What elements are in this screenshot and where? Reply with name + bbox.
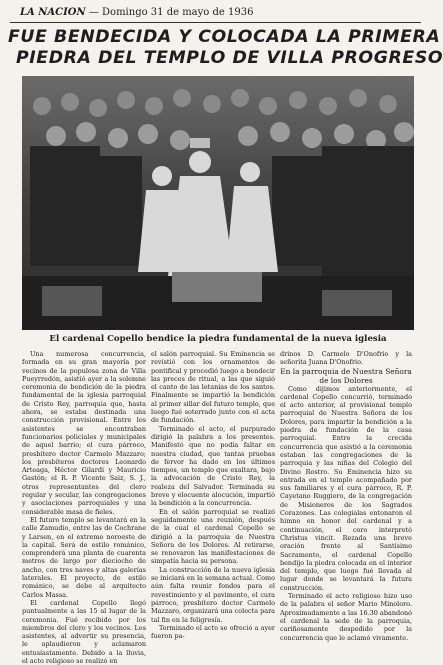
headline-line-2: PIEDRA DEL TEMPLO DE VILLA PROGRESO [16,48,443,68]
masthead [20,6,410,20]
newspaper-name: LA NACION [20,7,86,18]
article-column-1 [22,350,146,665]
paragraph: Como dijimos anteriormente, el cardenal Copello concurrió, terminado el acto anterior, al provisional templo parroquial de Nuestra Señora de los Dolores, para impartir la bendición a la piedra de fundación de la casa parroquial. Entre la crecida concurrencia que asistió a la ceremonia estaban las congregaciones de la parroquia y las niñas del Colegio del Divino Rostro. Su Eminencia hizo su entrada en el templo acompañado por sus familiares y el cura párroco, R. P. Cayetano Ruggiero, de la congregación de Misioneros de los Sagrados Corazones. Las colegialas entonaron el himno en honor del cardenal y a continuación, el coro interpretó Christus vincit. Rezada una breve oración frente al Santísimo Sacramento, el cardenal Copello bendijo la piedra colocada en el interior del templo, que luego fué llevada al lugar donde se levantará la futura construcción. [280,384,412,592]
paragraph: Una numerosa concurrencia, formada en su gran mayoría por vecinos de la populosa zona de Villa Pueyrredón, asistió ayer a la solemne ceremonia de bendición de la piedra fundamental de la iglesia parroquial de Cristo Rey, parroquia que, hasta ahora, se estaba destinada una construcción provisional. Entre los asistentes se encontraban funcionarios policiales y municipales de aquel barrio; el cura párroco, presbítero doctor Carmelo Mazzaro; los presbíteros doctores Leonardo Arteaga, Héctor Gilardi y Mauricio Gastón; el R. P. Vicente Saiz, S. J., otros representantes del clero regular y secular, las congregaciones y asociaciones parroquiales y una considerable masa de fieles. [22,350,146,516]
section-subheading: En la parroquia de Nuestra Señora de los Dolores [280,366,412,385]
photo-caption: El cardenal Copello bendice la piedra fundamental de la nueva iglesia [49,334,387,344]
paragraph: El cardenal Copello llegó puntualmente a las 15 al lugar de la ceremonia. Fué recibido por los miembros del clero y los vecinos. Los asistentes, al advertir su presencia, le aplaudieron y aclamaron entusiastamente. Debido a la lluvia, el acto religioso se realizó en [22,598,146,665]
headline-line-1: FUE BENDECIDA Y COLOCADA LA PRIMERA [8,27,441,47]
paragraph: Terminado el acto religioso hizo uso de la palabra el señor Mario Minoloro. Aproximadamente a las 16.30 abandonó el cardenal la sede de la parroquia, cariñosamente despedido por la concurrencia que le aclamó vivamente. [280,592,412,642]
ceremony-photo [22,76,414,330]
article-column-2 [151,350,275,641]
masthead-rule [10,22,421,23]
headline [8,27,443,69]
dateline: — Domingo 31 de mayo de 1936 [88,7,254,18]
article-column-3 [280,350,412,642]
paragraph: drinos D. Carmelo D'Onofrio y la señorita Juana D'Onofrio. [280,350,412,367]
paragraph: el salón parroquial. Su Eminencia se revistió con los ornamentos de pontifical y procedió luego a bendecir las preces de ritual, a las que siguió el canto de las letanías de los santos. Finalmente se impartió la bendición al primer sillar del futuro templo, que luego fué soterrado junto con el acta de fundación. [151,350,275,425]
paragraph: En el salón parroquial se realizó seguidamente una reunión, después de la cual el cardenal Copello se dirigió a la parroquia de Nuestra Señora de los Dolores. Al retirarse, se renovaron las manifestaciones de simpatía hacia su persona. [151,507,275,566]
paragraph: La construcción de la nueva iglesia se iniciará en la semana actual. Como aún falta reunir fondos para el revestimiento y el pavimento, el cura párroco, presbítero doctor Carmelo Mazzaro, organizará una colecta para tal fin en la feligresía. [151,565,275,624]
paragraph: Terminado el acto, el purpurado dirigió la palabra a los presentes. Manifestó que no podía faltar en nuestra ciudad, que tantas pruebas de fervor ha dado en los últimos tiempos, un templo que exaltara, bajo la advocación de Cristo Rey, la realeza del Salvador. Terminada su breve y elocuente alocución, impartió la bendición a la concurrencia. [151,424,275,508]
paragraph: El futuro templo se levantará en la calle Zamudio, entre las de Cochrane y Larsen, en el extremo noroeste de la capital. Será de estilo románico, comprenderá una planta de cuarenta metros de largo por dieciocho de ancho, con tres naves y altas galerías laterales. El proyecto, de estilo románico, se debe al arquitecto Carlos Massa. [22,515,146,599]
paragraph: Terminado el acto se ofreció a ayer fueron pa- [151,623,275,641]
